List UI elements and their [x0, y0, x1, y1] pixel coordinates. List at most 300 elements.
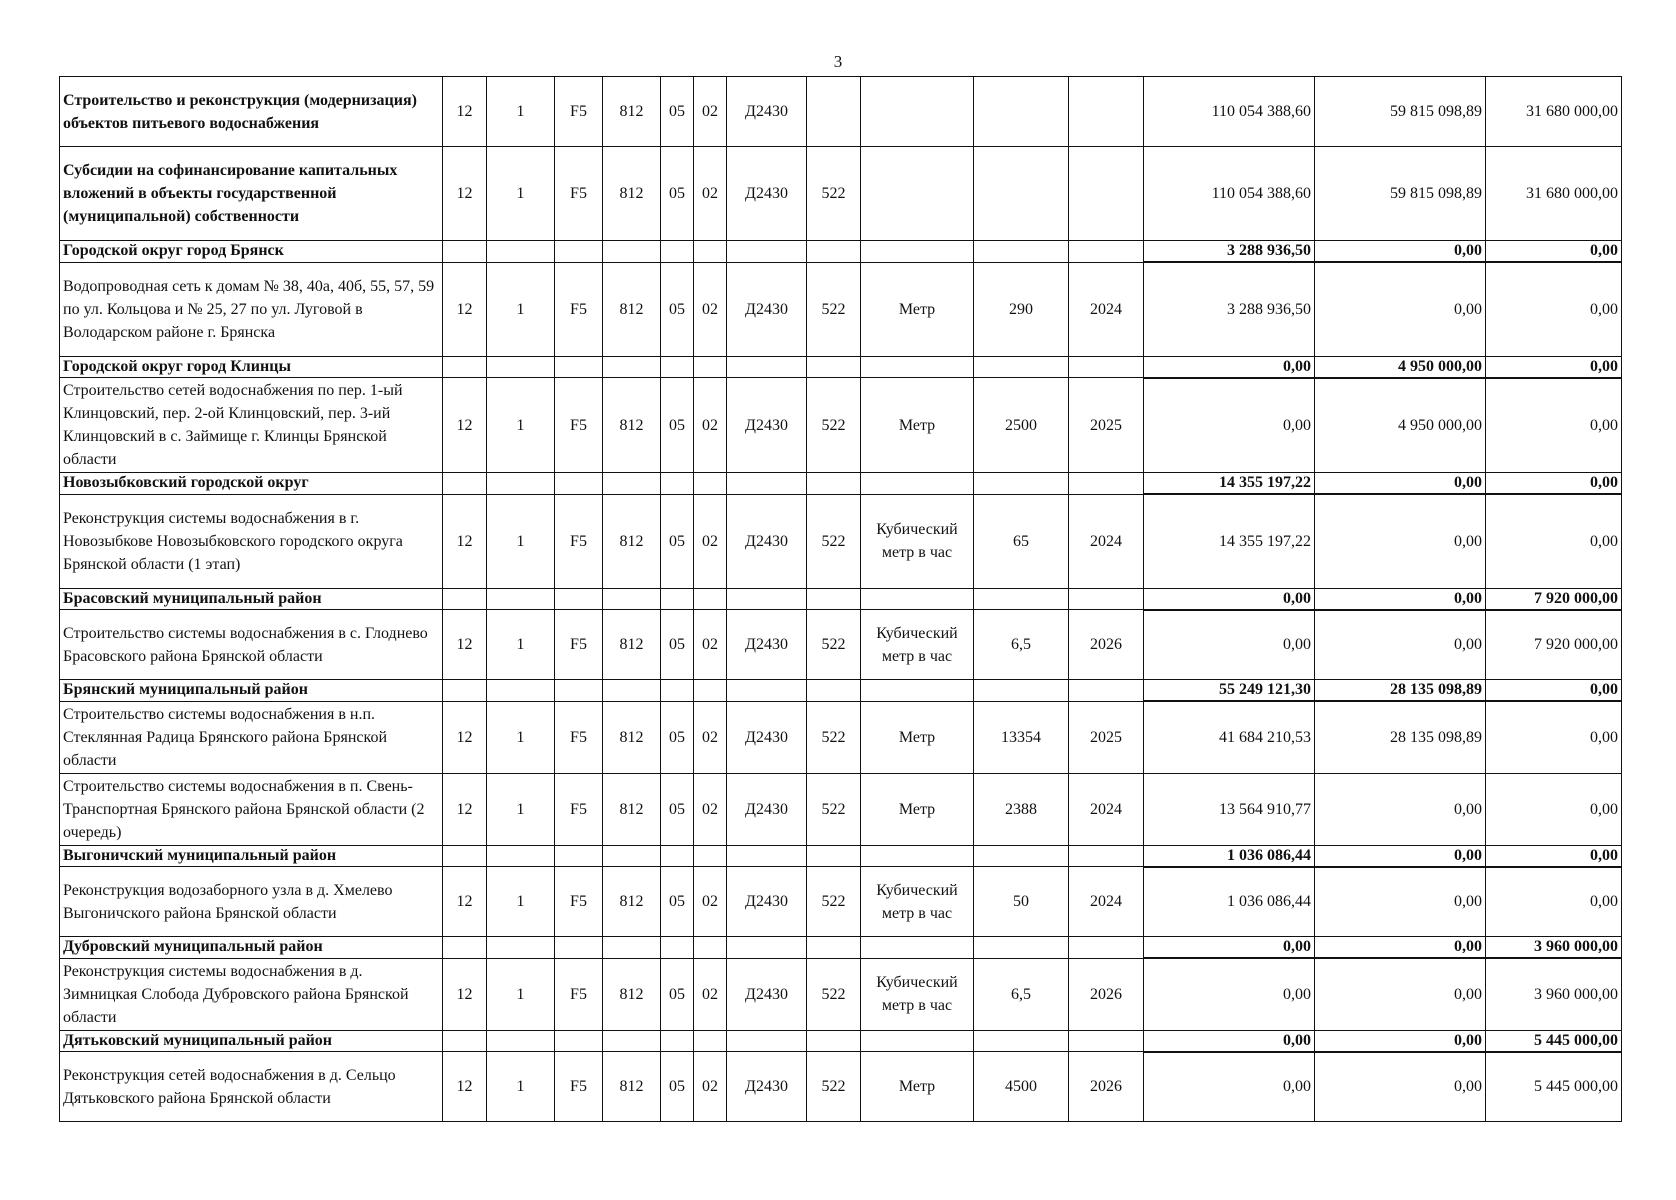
code-cell-c2: 1: [487, 77, 555, 147]
amount-2024: 0,00: [1144, 1052, 1315, 1122]
code-cell-c8: 522: [807, 1052, 861, 1122]
capacity-cell: 2388: [974, 773, 1069, 845]
empty-cell: [974, 356, 1069, 378]
code-cell-c7: Д2430: [727, 773, 807, 845]
group-name: Дятьковский муниципальный район: [60, 1030, 443, 1052]
amount-2025: 0,00: [1315, 262, 1486, 356]
empty-cell: [727, 680, 807, 702]
item-name: Строительство сетей водоснабжения по пер. 1-ый Клинцовский, пер. 2-ой Клинцовский, пер. 3-ий Клинцовский в с. Займище г. Клинцы Брянской области: [60, 378, 443, 473]
code-cell-c2: 1: [487, 1052, 555, 1122]
group-name: Городской округ город Брянск: [60, 241, 443, 263]
group-row: [60, 937, 1622, 959]
code-cell-c1: 12: [443, 867, 487, 937]
capacity-cell: 4500: [974, 1052, 1069, 1122]
code-cell-c2: 1: [487, 262, 555, 356]
amount-2025: 0,00: [1315, 494, 1486, 588]
item-row: [60, 1052, 1622, 1122]
empty-cell: [661, 845, 694, 867]
empty-cell: [555, 680, 603, 702]
empty-cell: [727, 241, 807, 263]
code-cell-c2: 1: [487, 147, 555, 241]
empty-cell: [861, 588, 974, 610]
empty-cell: [727, 356, 807, 378]
code-cell-c1: 12: [443, 494, 487, 588]
item-row: [60, 610, 1622, 680]
empty-cell: [555, 845, 603, 867]
unit-cell: Кубический метр в час: [861, 958, 974, 1030]
amount-2025: 0,00: [1315, 610, 1486, 680]
code-cell-c3: F5: [555, 773, 603, 845]
code-cell-c1: 12: [443, 378, 487, 473]
year-cell: 2024: [1069, 773, 1144, 845]
empty-cell: [861, 937, 974, 959]
code-cell-c6: 02: [694, 147, 727, 241]
group-amount-2026: 5 445 000,00: [1486, 1030, 1622, 1052]
empty-cell: [807, 241, 861, 263]
year-cell: 2024: [1069, 262, 1144, 356]
code-cell-c7: Д2430: [727, 867, 807, 937]
empty-cell: [603, 680, 661, 702]
group-amount-2026: 0,00: [1486, 356, 1622, 378]
unit-cell: Метр: [861, 262, 974, 356]
empty-cell: [661, 937, 694, 959]
budget-table: [59, 76, 1622, 1122]
item-name: Строительство системы водоснабжения в н.п. Стеклянная Радица Брянского района Брянской области: [60, 701, 443, 773]
year-cell: [1069, 147, 1144, 241]
code-cell-c3: F5: [555, 147, 603, 241]
code-cell-c8: 522: [807, 867, 861, 937]
group-amount-2026: 7 920 000,00: [1486, 588, 1622, 610]
amount-2024: 13 564 910,77: [1144, 773, 1315, 845]
code-cell-c7: Д2430: [727, 77, 807, 147]
code-cell-c8: 522: [807, 378, 861, 473]
amount-2026: 31 680 000,00: [1486, 147, 1622, 241]
empty-cell: [1069, 241, 1144, 263]
empty-cell: [694, 473, 727, 495]
code-cell-c7: Д2430: [727, 262, 807, 356]
amount-2024: 110 054 388,60: [1144, 77, 1315, 147]
empty-cell: [487, 680, 555, 702]
amount-2024: 41 684 210,53: [1144, 701, 1315, 773]
empty-cell: [661, 588, 694, 610]
empty-cell: [727, 588, 807, 610]
empty-cell: [603, 588, 661, 610]
empty-cell: [807, 588, 861, 610]
amount-2025: 59 815 098,89: [1315, 147, 1486, 241]
capacity-cell: 290: [974, 262, 1069, 356]
code-cell-c4: 812: [603, 262, 661, 356]
empty-cell: [861, 241, 974, 263]
empty-cell: [694, 680, 727, 702]
unit-cell: Метр: [861, 378, 974, 473]
capacity-cell: [974, 77, 1069, 147]
empty-cell: [603, 1030, 661, 1052]
code-cell-c3: F5: [555, 701, 603, 773]
amount-2024: 110 054 388,60: [1144, 147, 1315, 241]
empty-cell: [661, 356, 694, 378]
group-name: Брасовский муниципальный район: [60, 588, 443, 610]
code-cell-c6: 02: [694, 1052, 727, 1122]
group-row: [60, 588, 1622, 610]
amount-2025: 59 815 098,89: [1315, 77, 1486, 147]
empty-cell: [555, 588, 603, 610]
code-cell-c4: 812: [603, 773, 661, 845]
code-cell-c6: 02: [694, 610, 727, 680]
empty-cell: [487, 473, 555, 495]
group-amount-2025: 0,00: [1315, 588, 1486, 610]
empty-cell: [727, 473, 807, 495]
empty-cell: [1069, 1030, 1144, 1052]
code-cell-c5: 05: [661, 77, 694, 147]
group-amount-2025: 28 135 098,89: [1315, 680, 1486, 702]
unit-cell: Метр: [861, 773, 974, 845]
code-cell-c4: 812: [603, 610, 661, 680]
group-row: [60, 845, 1622, 867]
empty-cell: [861, 680, 974, 702]
amount-2024: 0,00: [1144, 958, 1315, 1030]
item-name: Строительство системы водоснабжения в с. Глоднево Брасовского района Брянской области: [60, 610, 443, 680]
code-cell-c1: 12: [443, 77, 487, 147]
code-cell-c2: 1: [487, 494, 555, 588]
amount-2024: 14 355 197,22: [1144, 494, 1315, 588]
empty-cell: [974, 241, 1069, 263]
item-row: [60, 867, 1622, 937]
empty-cell: [487, 588, 555, 610]
group-amount-2025: 0,00: [1315, 473, 1486, 495]
code-cell-c6: 02: [694, 958, 727, 1030]
item-name: Строительство системы водоснабжения в п. Свень-Транспортная Брянского района Брянской области (2 очередь): [60, 773, 443, 845]
group-amount-2026: 0,00: [1486, 473, 1622, 495]
amount-2025: 28 135 098,89: [1315, 701, 1486, 773]
capacity-cell: 13354: [974, 701, 1069, 773]
empty-cell: [807, 356, 861, 378]
empty-cell: [861, 845, 974, 867]
code-cell-c5: 05: [661, 773, 694, 845]
code-cell-c6: 02: [694, 494, 727, 588]
amount-2026: 0,00: [1486, 494, 1622, 588]
empty-cell: [727, 1030, 807, 1052]
code-cell-c3: F5: [555, 262, 603, 356]
code-cell-c4: 812: [603, 378, 661, 473]
year-cell: [1069, 77, 1144, 147]
empty-cell: [807, 937, 861, 959]
code-cell-c7: Д2430: [727, 701, 807, 773]
amount-2026: 31 680 000,00: [1486, 77, 1622, 147]
code-cell-c7: Д2430: [727, 958, 807, 1030]
amount-2025: 0,00: [1315, 867, 1486, 937]
empty-cell: [661, 241, 694, 263]
item-name: Реконструкция системы водоснабжения в г. Новозыбкове Новозыбковского городского округа Брянской области (1 этап): [60, 494, 443, 588]
year-cell: 2026: [1069, 610, 1144, 680]
code-cell-c7: Д2430: [727, 494, 807, 588]
code-cell-c5: 05: [661, 378, 694, 473]
amount-2024: 0,00: [1144, 610, 1315, 680]
empty-cell: [861, 1030, 974, 1052]
group-amount-2025: 0,00: [1315, 937, 1486, 959]
code-cell-c1: 12: [443, 701, 487, 773]
code-cell-c8: [807, 77, 861, 147]
code-cell-c3: F5: [555, 1052, 603, 1122]
empty-cell: [727, 845, 807, 867]
code-cell-c5: 05: [661, 958, 694, 1030]
amount-2025: 0,00: [1315, 773, 1486, 845]
code-cell-c4: 812: [603, 701, 661, 773]
empty-cell: [1069, 473, 1144, 495]
empty-cell: [694, 588, 727, 610]
item-row: [60, 494, 1622, 588]
code-cell-c4: 812: [603, 77, 661, 147]
code-cell-c8: 522: [807, 262, 861, 356]
empty-cell: [443, 241, 487, 263]
group-amount-2026: 0,00: [1486, 241, 1622, 263]
unit-cell: Метр: [861, 1052, 974, 1122]
unit-cell: Кубический метр в час: [861, 610, 974, 680]
group-amount-2024: 0,00: [1144, 937, 1315, 959]
item-name: Реконструкция водозаборного узла в д. Хмелево Выгоничского района Брянской области: [60, 867, 443, 937]
code-cell-c4: 812: [603, 494, 661, 588]
item-row: [60, 147, 1622, 241]
group-amount-2025: 4 950 000,00: [1315, 356, 1486, 378]
item-name: Водопроводная сеть к домам № 38, 40а, 40б, 55, 57, 59 по ул. Кольцова и № 25, 27 по ул. Луговой в Володарском районе г. Брянска: [60, 262, 443, 356]
empty-cell: [974, 1030, 1069, 1052]
empty-cell: [603, 937, 661, 959]
code-cell-c7: Д2430: [727, 1052, 807, 1122]
code-cell-c5: 05: [661, 494, 694, 588]
empty-cell: [861, 473, 974, 495]
unit-cell: Метр: [861, 701, 974, 773]
group-row: [60, 241, 1622, 263]
empty-cell: [807, 473, 861, 495]
empty-cell: [861, 356, 974, 378]
code-cell-c6: 02: [694, 701, 727, 773]
group-amount-2024: 1 036 086,44: [1144, 845, 1315, 867]
empty-cell: [661, 680, 694, 702]
capacity-cell: 2500: [974, 378, 1069, 473]
empty-cell: [694, 845, 727, 867]
empty-cell: [555, 241, 603, 263]
empty-cell: [1069, 588, 1144, 610]
code-cell-c1: 12: [443, 958, 487, 1030]
empty-cell: [807, 845, 861, 867]
group-amount-2024: 0,00: [1144, 588, 1315, 610]
group-row: [60, 680, 1622, 702]
group-amount-2025: 0,00: [1315, 241, 1486, 263]
item-row: [60, 77, 1622, 147]
amount-2024: 1 036 086,44: [1144, 867, 1315, 937]
item-row: [60, 773, 1622, 845]
item-row: [60, 378, 1622, 473]
code-cell-c4: 812: [603, 147, 661, 241]
item-row: [60, 701, 1622, 773]
code-cell-c8: 522: [807, 958, 861, 1030]
amount-2026: 3 960 000,00: [1486, 958, 1622, 1030]
amount-2026: 0,00: [1486, 378, 1622, 473]
year-cell: 2025: [1069, 701, 1144, 773]
group-row: [60, 356, 1622, 378]
item-name: Строительство и реконструкция (модернизация) объектов питьевого водоснабжения: [60, 77, 443, 147]
group-amount-2026: 0,00: [1486, 680, 1622, 702]
unit-cell: Кубический метр в час: [861, 494, 974, 588]
empty-cell: [694, 937, 727, 959]
year-cell: 2024: [1069, 867, 1144, 937]
code-cell-c4: 812: [603, 958, 661, 1030]
empty-cell: [487, 1030, 555, 1052]
code-cell-c3: F5: [555, 610, 603, 680]
code-cell-c7: Д2430: [727, 147, 807, 241]
code-cell-c6: 02: [694, 773, 727, 845]
code-cell-c2: 1: [487, 378, 555, 473]
amount-2024: 3 288 936,50: [1144, 262, 1315, 356]
empty-cell: [603, 845, 661, 867]
empty-cell: [974, 937, 1069, 959]
empty-cell: [974, 588, 1069, 610]
code-cell-c1: 12: [443, 773, 487, 845]
amount-2025: 4 950 000,00: [1315, 378, 1486, 473]
year-cell: 2025: [1069, 378, 1144, 473]
code-cell-c3: F5: [555, 77, 603, 147]
code-cell-c7: Д2430: [727, 378, 807, 473]
empty-cell: [1069, 937, 1144, 959]
unit-cell: [861, 77, 974, 147]
empty-cell: [1069, 680, 1144, 702]
code-cell-c2: 1: [487, 867, 555, 937]
empty-cell: [974, 473, 1069, 495]
empty-cell: [487, 845, 555, 867]
amount-2026: 5 445 000,00: [1486, 1052, 1622, 1122]
empty-cell: [443, 680, 487, 702]
group-amount-2024: 0,00: [1144, 1030, 1315, 1052]
page-number: 3: [833, 52, 843, 71]
amount-2026: 0,00: [1486, 867, 1622, 937]
empty-cell: [661, 473, 694, 495]
group-amount-2024: 3 288 936,50: [1144, 241, 1315, 263]
code-cell-c8: 522: [807, 610, 861, 680]
code-cell-c2: 1: [487, 701, 555, 773]
group-amount-2024: 14 355 197,22: [1144, 473, 1315, 495]
code-cell-c4: 812: [603, 867, 661, 937]
code-cell-c2: 1: [487, 610, 555, 680]
group-row: [60, 1030, 1622, 1052]
code-cell-c5: 05: [661, 262, 694, 356]
empty-cell: [694, 1030, 727, 1052]
empty-cell: [603, 473, 661, 495]
empty-cell: [807, 1030, 861, 1052]
amount-2024: 0,00: [1144, 378, 1315, 473]
amount-2026: 0,00: [1486, 773, 1622, 845]
group-name: Дубровский муниципальный район: [60, 937, 443, 959]
empty-cell: [974, 680, 1069, 702]
empty-cell: [487, 356, 555, 378]
code-cell-c3: F5: [555, 867, 603, 937]
code-cell-c8: 522: [807, 773, 861, 845]
group-row: [60, 473, 1622, 495]
empty-cell: [603, 356, 661, 378]
empty-cell: [487, 241, 555, 263]
group-amount-2025: 0,00: [1315, 845, 1486, 867]
group-amount-2025: 0,00: [1315, 1030, 1486, 1052]
empty-cell: [694, 241, 727, 263]
capacity-cell: [974, 147, 1069, 241]
empty-cell: [727, 937, 807, 959]
unit-cell: [861, 147, 974, 241]
item-name: Реконструкция системы водоснабжения в д. Зимницкая Слобода Дубровского района Брянской области: [60, 958, 443, 1030]
code-cell-c8: 522: [807, 147, 861, 241]
group-amount-2024: 55 249 121,30: [1144, 680, 1315, 702]
group-name: Выгоничский муниципальный район: [60, 845, 443, 867]
amount-2026: 0,00: [1486, 701, 1622, 773]
group-amount-2026: 3 960 000,00: [1486, 937, 1622, 959]
empty-cell: [443, 845, 487, 867]
code-cell-c5: 05: [661, 610, 694, 680]
empty-cell: [555, 356, 603, 378]
code-cell-c5: 05: [661, 1052, 694, 1122]
code-cell-c5: 05: [661, 701, 694, 773]
group-amount-2024: 0,00: [1144, 356, 1315, 378]
code-cell-c6: 02: [694, 77, 727, 147]
code-cell-c2: 1: [487, 773, 555, 845]
empty-cell: [974, 845, 1069, 867]
code-cell-c3: F5: [555, 378, 603, 473]
capacity-cell: 6,5: [974, 610, 1069, 680]
item-row: [60, 262, 1622, 356]
empty-cell: [1069, 845, 1144, 867]
empty-cell: [807, 680, 861, 702]
code-cell-c4: 812: [603, 1052, 661, 1122]
code-cell-c7: Д2430: [727, 610, 807, 680]
empty-cell: [443, 473, 487, 495]
unit-cell: Кубический метр в час: [861, 867, 974, 937]
group-name: Брянский муниципальный район: [60, 680, 443, 702]
item-row: [60, 958, 1622, 1030]
code-cell-c6: 02: [694, 262, 727, 356]
empty-cell: [487, 937, 555, 959]
group-name: Городской округ город Клинцы: [60, 356, 443, 378]
code-cell-c1: 12: [443, 147, 487, 241]
code-cell-c1: 12: [443, 262, 487, 356]
code-cell-c2: 1: [487, 958, 555, 1030]
code-cell-c8: 522: [807, 494, 861, 588]
empty-cell: [694, 356, 727, 378]
code-cell-c8: 522: [807, 701, 861, 773]
empty-cell: [443, 937, 487, 959]
empty-cell: [443, 356, 487, 378]
amount-2025: 0,00: [1315, 958, 1486, 1030]
empty-cell: [661, 1030, 694, 1052]
item-name: Субсидии на софинансирование капитальных вложений в объекты государственной (муниципальной) собственности: [60, 147, 443, 241]
year-cell: 2024: [1069, 494, 1144, 588]
empty-cell: [603, 241, 661, 263]
code-cell-c5: 05: [661, 147, 694, 241]
code-cell-c6: 02: [694, 867, 727, 937]
year-cell: 2026: [1069, 958, 1144, 1030]
empty-cell: [555, 473, 603, 495]
year-cell: 2026: [1069, 1052, 1144, 1122]
code-cell-c1: 12: [443, 610, 487, 680]
empty-cell: [555, 1030, 603, 1052]
group-name: Новозыбковский городской округ: [60, 473, 443, 495]
code-cell-c1: 12: [443, 1052, 487, 1122]
group-amount-2026: 0,00: [1486, 845, 1622, 867]
capacity-cell: 65: [974, 494, 1069, 588]
amount-2026: 7 920 000,00: [1486, 610, 1622, 680]
empty-cell: [555, 937, 603, 959]
code-cell-c3: F5: [555, 958, 603, 1030]
item-name: Реконструкция сетей водоснабжения в д. Сельцо Дятьковского района Брянской области: [60, 1052, 443, 1122]
empty-cell: [1069, 356, 1144, 378]
amount-2026: 0,00: [1486, 262, 1622, 356]
table-body: [60, 77, 1622, 1122]
code-cell-c6: 02: [694, 378, 727, 473]
